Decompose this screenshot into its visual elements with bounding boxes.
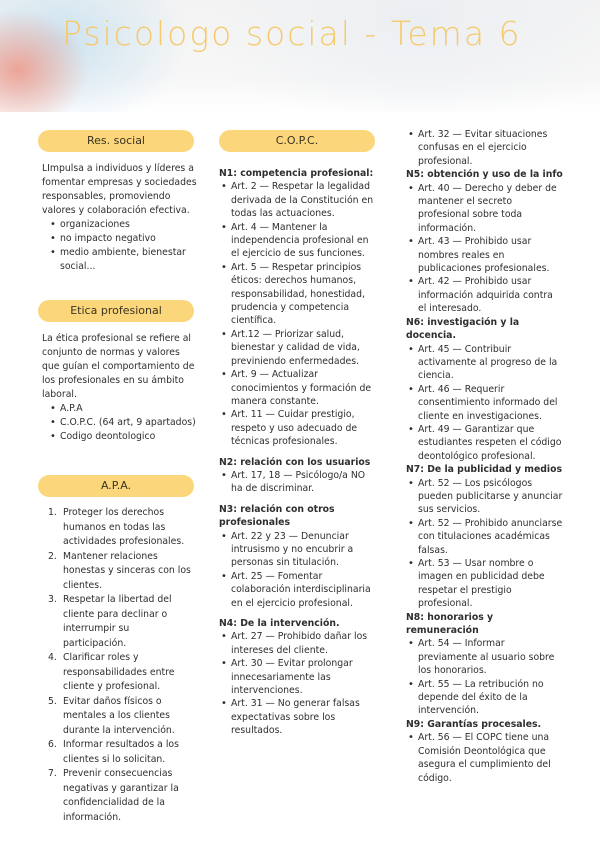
etica-paragraph: La ética profesional se refiere al conjunto de normas y valores que guían el comportamiento de los profesionales en su ámbito laboral. xyxy=(42,333,195,400)
copc-col3 xyxy=(406,128,564,785)
list-item: 7. Prevenir consecuencias negativas y garantizar la confidencialidad de la información. xyxy=(48,768,179,823)
list-item: • Art. 22 y 23 — Denunciar intrusismo y no encubrir a personas sin titulación. xyxy=(219,530,377,570)
list-item: • Art. 30 — Evitar prolongar innecesariamente las intervenciones. xyxy=(219,657,377,697)
pill-res-social: Res. social xyxy=(38,130,194,152)
section-heading: N8: honorarios y remuneración xyxy=(406,611,494,637)
list-item: • Art. 45 — Contribuir activamente al progreso de la ciencia. xyxy=(406,343,564,383)
list-item: • Art. 4 — Mantener la independencia profesional en el ejercicio de sus funciones. xyxy=(219,221,377,261)
list-item: • Art. 43 — Prohibido usar nombres reales en publicaciones profesionales. xyxy=(406,235,564,275)
pill-etica: Etica profesional xyxy=(38,300,194,322)
list-item: • Art. 11 — Cuidar prestigio, respeto y uso adecuado de técnicas profesionales. xyxy=(219,408,377,448)
list-item: • no impacto negativo xyxy=(48,232,200,246)
list-item: • C.O.P.C. (64 art, 9 apartados) xyxy=(48,416,200,430)
list-item: • Art. 54 — Informar previamente al usuario sobre los honorarios. xyxy=(406,637,564,677)
list-item: • medio ambiente, bienestar social... xyxy=(48,246,200,274)
list-item: 5. Evitar daños físicos o mentales a los clientes durante la intervención. xyxy=(48,695,175,736)
list-item: 2. Mantener relaciones honestas y sinceras con los clientes. xyxy=(48,550,191,591)
list-item: • Art. 55 — La retribución no depende del éxito de la intervención. xyxy=(406,678,564,718)
list-item: • Art. 31 — No generar falsas expectativas sobre los resultados. xyxy=(219,697,377,737)
pill-copc: C.O.P.C. xyxy=(219,130,375,152)
list-item: • Art. 17, 18 — Psicólogo/a NO ha de discriminar. xyxy=(219,469,377,496)
etica-block xyxy=(42,332,200,444)
list-item: • Art.12 — Priorizar salud, bienestar y calidad de vida, previniendo enfermedades. xyxy=(219,328,377,368)
list-item: • Art. 9 — Actualizar conocimientos y formación de manera constante. xyxy=(219,368,377,408)
section-heading: N1: competencia profesional: xyxy=(219,168,374,179)
section-heading: N7: De la publicidad y medios xyxy=(406,464,563,476)
list-item: • Art. 40 — Derecho y deber de mantener el secreto profesional sobre toda información. xyxy=(406,182,564,236)
list-item: 3. Respetar la libertad del cliente para declinar o interrumpir su participación. xyxy=(48,594,172,649)
pill-apa: A.P.A. xyxy=(38,475,194,497)
list-item: • Art. 32 — Evitar situaciones confusas en el ejercicio profesional. xyxy=(406,128,564,168)
list-item: • Codigo deontologico xyxy=(48,430,200,444)
list-item: • Art. 56 — El COPC tiene una Comisión Deontológica que asegura el cumplimiento del código. xyxy=(406,731,564,785)
section-heading: N9: Garantías procesales. xyxy=(406,718,542,730)
apa-block xyxy=(44,506,194,825)
section-heading: N2: relación con los usuarios xyxy=(219,456,371,468)
list-item: • Art. 27 — Prohibido dañar los intereses del cliente. xyxy=(219,630,377,657)
list-item: • Art. 52 — Los psicólogos pueden publicitarse y anunciar sus servicios. xyxy=(406,477,564,517)
list-item: • Art. 25 — Fomentar colaboración interdisciplinaria en el ejercicio profesional. xyxy=(219,570,377,610)
section-heading: N6: investigación y la docencia. xyxy=(406,316,520,342)
list-item: • Art. 46 — Requerir consentimiento informado del cliente en investigaciones. xyxy=(406,383,564,423)
list-item: • organizaciones xyxy=(48,218,200,232)
list-item: • Art. 52 — Prohibido anunciarse con titulaciones académicas falsas. xyxy=(406,517,564,557)
res-social-paragraph: LImpulsa a individuos y líderes a fomentar empresas y sociedades responsables, promoviendo valores y colaboración efectiva. xyxy=(42,163,197,216)
list-item: • Art. 49 — Garantizar que estudiantes respeten el código deontológico profesional. xyxy=(406,423,564,463)
section-heading: N5: obtención y uso de la info xyxy=(406,169,563,181)
page-title: Psicologo social - Tema 6 xyxy=(62,14,522,53)
list-item: • Art. 2 — Respetar la legalidad derivada de la Constitución en todas las actuaciones. xyxy=(219,180,377,220)
list-item: • Art. 5 — Respetar principios éticos: derechos humanos, responsabilidad, honestidad, prudencia y competencia científica. xyxy=(219,261,377,328)
header-banner xyxy=(0,0,600,112)
list-item: • Art. 53 — Usar nombre o imagen en publicidad debe respetar el prestigio profesional. xyxy=(406,557,564,611)
res-social-block xyxy=(42,162,200,274)
list-item: 6. Informar resultados a los clientes si lo solicitan. xyxy=(48,739,179,765)
section-heading: N3: relación con otros profesionales xyxy=(219,503,335,529)
list-item: • A.P.A xyxy=(48,402,200,416)
copc-col2 xyxy=(219,167,377,738)
list-item: 1. Proteger los derechos humanos en todas las actividades profesionales. xyxy=(48,507,185,547)
list-item: 4. Clarificar roles y responsabilidades entre cliente y profesional. xyxy=(48,652,175,692)
section-heading: N4: De la intervención. xyxy=(219,618,340,629)
list-item: • Art. 42 — Prohibido usar información adquirida contra el interesado. xyxy=(406,275,564,315)
